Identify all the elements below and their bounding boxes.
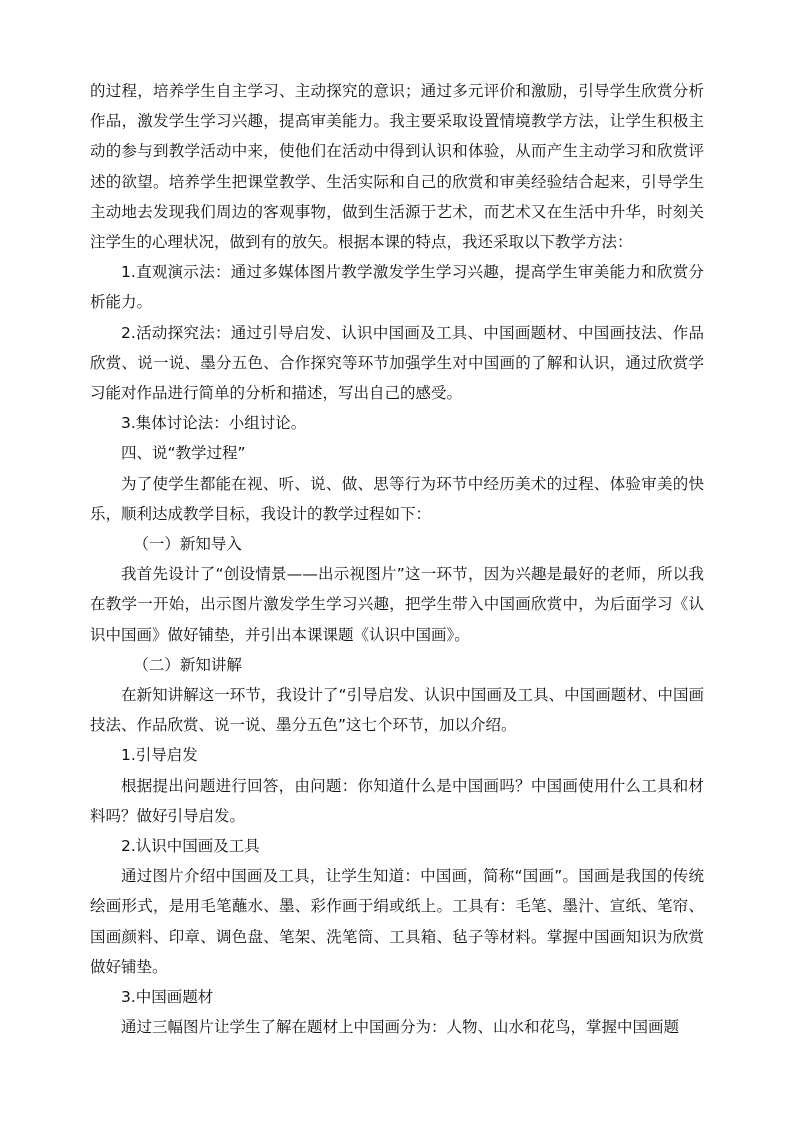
subheading-new-knowledge-explain: （二）新知讲解 [133, 655, 242, 674]
subheading-new-knowledge-intro: （一）新知导入 [133, 535, 242, 554]
paragraph-method-1: 1.直观演示法：通过多媒体图片教学激发学生学习兴趣，提高学生审美能力和欣赏分析能力。 [90, 263, 704, 312]
subheading-chinese-painting-tools: 2.认识中国画及工具 [121, 837, 260, 856]
document-page [90, 76, 704, 1043]
paragraph-chinese-painting-tools: 通过图片介绍中国画及工具，让学生知道：中国画，简称“国画”。国画是我国的传统绘画形式，是用毛笔蘸水、墨、彩作画于绢或纸上。工具有：毛笔、墨汁、宣纸、笔帘、国画颜料、印章、调色盘、笔架、洗笔筒、工具箱、毡子等材料。掌握中国画知识为欣赏做好铺垫。 [90, 867, 704, 976]
section-heading-teaching-process: 四、说“教学过程” [121, 444, 246, 463]
subheading-chinese-painting-subjects: 3.中国画题材 [121, 988, 214, 1007]
paragraph-method-2: 2.活动探究法：通过引导启发、认识中国画及工具、中国画题材、中国画技法、作品欣赏、说一说、墨分五色、合作探究等环节加强学生对中国画的了解和认识，通过欣赏学习能对作品进行简单的分析和描述，写出自己的感受。 [90, 323, 704, 403]
paragraph-intro: 的过程，培养学生自主学习、主动探究的意识；通过多元评价和激励，引导学生欣赏分析作品，激发学生学习兴趣，提高审美能力。我主要采取设置情境教学方法，让学生积极主动的参与到教学活动中来，使他们在活动中得到认识和体验，从而产生主动学习和欣赏评述的欲望。培养学生把课堂教学、生活实际和自己的欣赏和审美经验结合起来，引导学生主动地去发现我们周边的客观事物，做到生活源于艺术，而艺术又在生活中升华，时刻关注学生的心理状况，做到有的放矢。根据本课的特点，我还采取以下教学方法： [90, 82, 704, 252]
paragraph-chinese-painting-subjects: 通过三幅图片让学生了解在题材上中国画分为：人物、山水和花鸟，掌握中国画题 [121, 1018, 680, 1037]
subheading-guidance: 1.引导启发 [121, 746, 198, 765]
paragraph-process-intro: 为了使学生都能在视、听、说、做、思等行为环节中经历美术的过程、体验审美的快乐，顺利达成教学目标，我设计的教学过程如下： [90, 474, 704, 523]
paragraph-new-knowledge-intro: 我首先设计了“创设情景——出示视图片”这一环节，因为兴趣是最好的老师，所以我在教学一开始，出示图片激发学生学习兴趣，把学生带入中国画欣赏中，为后面学习《认识中国画》做好铺垫，并引出本课课题《认识中国画》。 [90, 565, 704, 644]
paragraph-new-knowledge-explain: 在新知讲解这一环节，我设计了“引导启发、认识中国画及工具、中国画题材、中国画技法、作品欣赏、说一说、墨分五色”这七个环节，加以介绍。 [90, 686, 704, 735]
paragraph-method-3: 3.集体讨论法：小组讨论。 [121, 414, 307, 433]
paragraph-guidance: 根据提出问题进行回答，由问题：你知道什么是中国画吗？中国画使用什么工具和材料吗？做好引导启发。 [90, 776, 704, 825]
